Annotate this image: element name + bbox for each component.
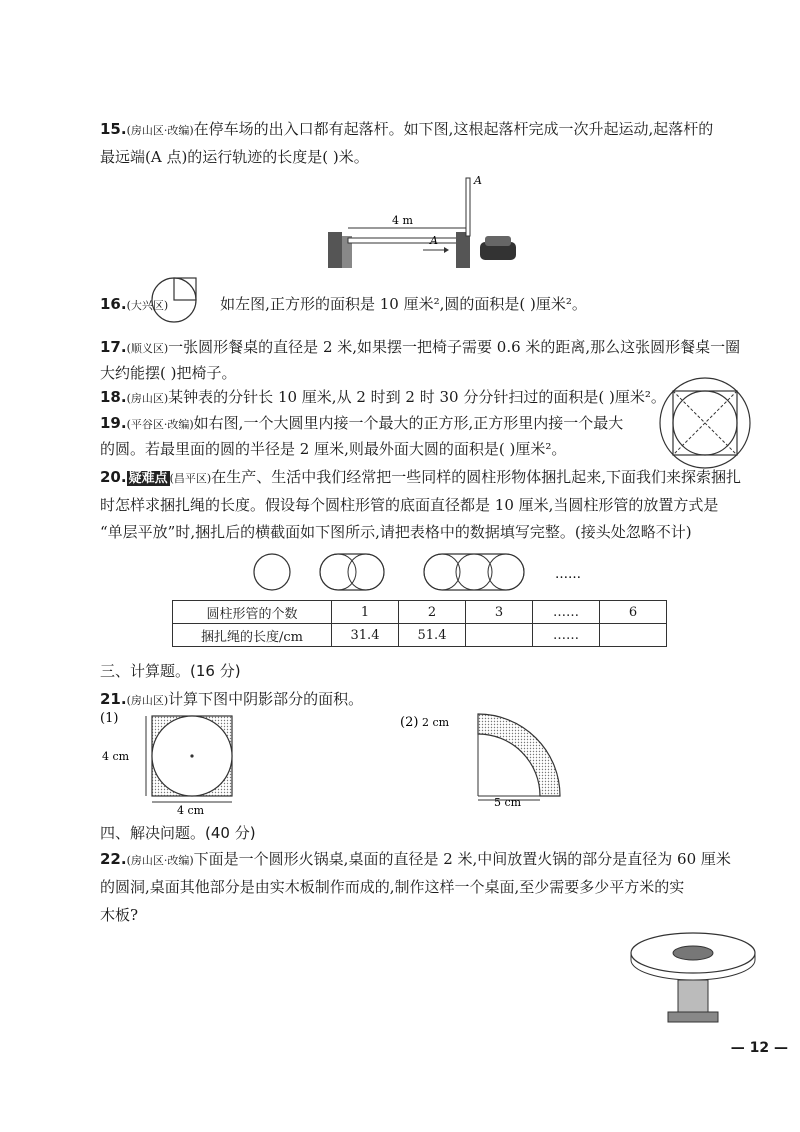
fig1-label: (1) (100, 711, 119, 726)
pipe-3c (488, 554, 524, 590)
table-cell: 2 (399, 601, 466, 624)
table-cell: 圆柱形管的个数 (173, 601, 332, 624)
q20-line3: “单层平放”时,捆扎后的横截面如下图所示,请把表格中的数据填写完整。(接头处忽略不计) (100, 523, 692, 541)
table-cell: 3 (466, 601, 533, 624)
q17-line2: 大约能摆( )把椅子。 (100, 364, 237, 382)
table-cell: 捆扎绳的长度/cm (173, 624, 332, 647)
pipe-2a (320, 554, 356, 590)
q20-text1: 在生产、生活中我们经常把一些同样的圆柱形物体捆扎起来,下面我们来探索捆扎 (211, 468, 741, 486)
table-leg (678, 980, 708, 1012)
pipes-table (172, 600, 667, 647)
q22-text1: 下面是一个圆形火锅桌,桌面的直径是 2 米,中间放置火锅的部分是直径为 60 厘米 (193, 850, 731, 868)
q20-badge: 疑难点 (128, 471, 168, 486)
q19-line2: 的圆。若最里面的圆的半径是 2 厘米,则最外面大圆的面积是( )厘米²。 (100, 440, 567, 458)
q22-number: 22. (100, 850, 127, 868)
arrow-A-label: A (430, 234, 438, 247)
table-base (668, 1012, 718, 1022)
q21-figure-1 (100, 710, 260, 820)
q21-tag: (房山区) (126, 694, 169, 707)
q19-figure (658, 376, 752, 470)
q18-tag: (房山区) (126, 392, 169, 405)
q21-text: 计算下图中阴影部分的面积。 (168, 690, 364, 708)
fig2-label: (2) (400, 715, 419, 730)
answer-cell[interactable] (466, 624, 533, 647)
q18-number: 18. (100, 388, 127, 406)
answer-cell[interactable] (600, 624, 667, 647)
vertical-bar (466, 178, 470, 236)
pipe-group-3 (424, 554, 524, 590)
move-arrow-head (444, 247, 449, 253)
page-number-value: 12 (749, 1040, 770, 1056)
q21-line (100, 688, 363, 712)
pipe-3b (456, 554, 492, 590)
barrier-bar (348, 238, 468, 243)
fig1-bottom-label: 4 cm (177, 804, 205, 817)
fig2-ring (478, 714, 560, 796)
q21-figure-2 (400, 708, 570, 808)
table-cell: 1 (332, 601, 399, 624)
section-3-title: 三、计算题。(16 分) (100, 662, 241, 680)
pipe-1 (254, 554, 290, 590)
table-row (173, 601, 667, 624)
pipes-ellipsis: …… (555, 567, 581, 582)
q16-tag: (大兴区) (126, 299, 169, 312)
q19-text1: 如右图,一个大圆里内接一个最大的正方形,正方形里内接一个最大 (193, 414, 624, 432)
q15-tag: (房山区·改编) (126, 124, 194, 137)
q17-text1: 一张圆形餐桌的直径是 2 米,如果摆一把椅子需要 0.6 米的距离,那么这张圆形餐桌一圈 (168, 338, 741, 356)
length-label: 4 m (392, 214, 413, 227)
q15-line1 (100, 118, 713, 142)
q16-text: 如左图,正方形的面积是 10 厘米²,圆的面积是( )厘米²。 (220, 295, 587, 313)
fig1-center (190, 754, 193, 757)
fig2-top-label: 2 cm (422, 716, 450, 729)
pipe-group-2 (320, 554, 384, 590)
section-4-title: 四、解决问题。(40 分) (100, 824, 256, 842)
q18-text: 某钟表的分针长 10 厘米,从 2 时到 2 时 30 分分针扫过的面积是( )厘米²。 (168, 388, 666, 406)
q17-number: 17. (100, 338, 127, 356)
q15-line2: 最远端(A 点)的运行轨迹的长度是( )米。 (100, 148, 369, 166)
q15-number: 15. (100, 120, 127, 138)
gate-left-box (328, 232, 342, 268)
q16-number: 16. (100, 295, 127, 313)
pipes-figure (250, 550, 630, 594)
table-row (173, 624, 667, 647)
pipe-2b (348, 554, 384, 590)
q20-tag: (昌平区) (169, 472, 212, 485)
q22-tag: (房山区·改编) (126, 854, 194, 867)
car-top (485, 236, 511, 246)
q20-line2: 时怎样求捆扎绳的长度。假设每个圆柱形管的底面直径都是 10 厘米,当圆柱形管的放置方式是 (100, 496, 719, 514)
q20-number: 20. (100, 468, 127, 486)
fig2-bottom-label: 5 cm (494, 796, 522, 808)
q18-line (100, 386, 666, 410)
table-cell: 6 (600, 601, 667, 624)
table-cell: 51.4 (399, 624, 466, 647)
table-hole (673, 946, 713, 960)
q22-line3: 木板? (100, 906, 139, 924)
pipe-3a (424, 554, 460, 590)
q17-line1 (100, 336, 740, 360)
table-cell: …… (533, 624, 600, 647)
q15-text1: 在停车场的出入口都有起落杆。如下图,这根起落杆完成一次升起运动,起落杆的 (193, 120, 714, 138)
q22-line2: 的圆洞,桌面其他部分是由实木板制作而成的,制作这样一个桌面,至少需要多少平方米的实 (100, 878, 685, 896)
gate-right-box (456, 232, 470, 268)
q16-line (100, 293, 587, 317)
q22-line1 (100, 848, 731, 872)
point-A-label: A (474, 174, 482, 187)
hotpot-table-figure (628, 928, 758, 1028)
q20-line1 (100, 466, 741, 490)
fig1-side-label: 4 cm (102, 750, 130, 763)
q21-number: 21. (100, 690, 127, 708)
q19-number: 19. (100, 414, 127, 432)
q19-tag: (平谷区·改编) (126, 418, 194, 431)
q19-line1 (100, 412, 623, 436)
barrier-figure (318, 170, 528, 280)
page-number: — 12 — (730, 1040, 788, 1056)
table-cell: …… (533, 601, 600, 624)
q17-tag: (顺义区) (126, 342, 169, 355)
table-cell: 31.4 (332, 624, 399, 647)
